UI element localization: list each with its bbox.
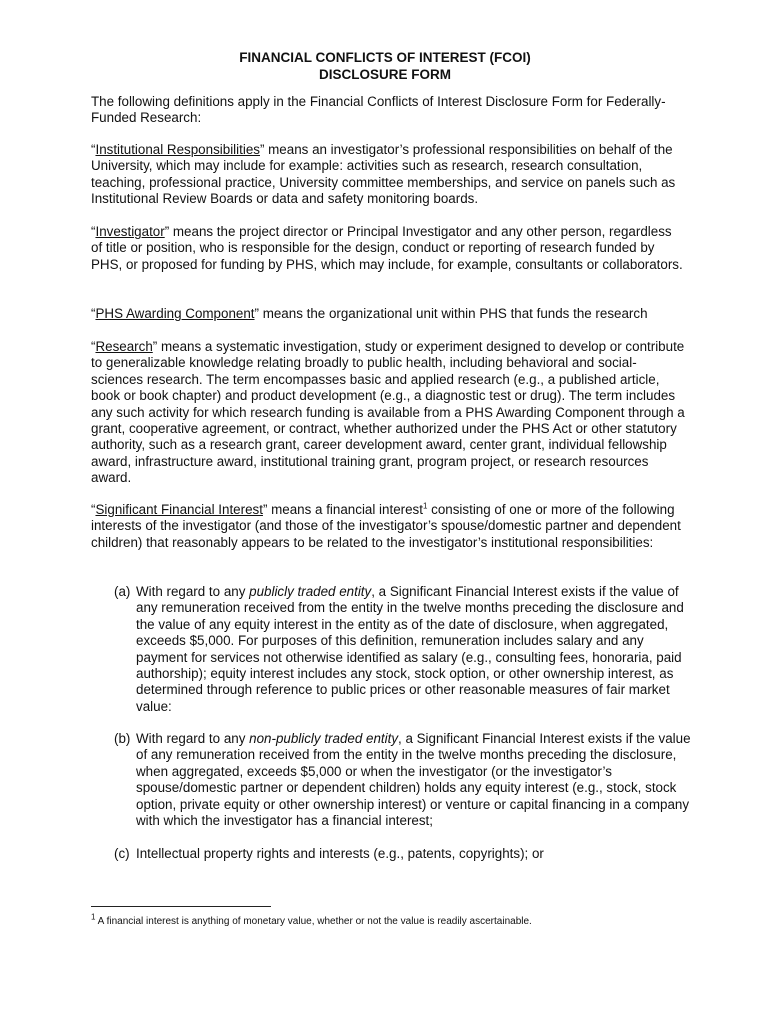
list-item-b bbox=[114, 731, 694, 829]
definition-text: means a systematic investigation, study or experiment designed to develop or contribute to generalizable knowledge relating broadly to public health, including behavioral and social-sciences research. The term encompasses basic and applied research (e.g., a published article, book or book chapter) and product development (e.g., a diagnostic test or drug). The term includes any such activity for which research funding is available from a PHS Awarding Component through a grant, cooperative agreement, or contract, whether authorized under the PHS Act or other statutory authority, such as a research grant, career development award, center grant, individual fellowship award, infrastructure award, institutional training grant, program project, or research resources award. bbox=[91, 339, 685, 486]
footnote-text: A financial interest is anything of monetary value, whether or not the value is readily ascertainable. bbox=[95, 916, 532, 927]
footnote-ref: 1 bbox=[422, 501, 428, 511]
document-title-line-1: FINANCIAL CONFLICTS OF INTEREST (FCOI) bbox=[239, 50, 531, 65]
list-item-text: , a Significant Financial Interest exists if the value of any remuneration received from the entity in the twelve months preceding the disclosure, when aggregated, exceeds $5,000 or when the investigator (or the investigator’s spouse/domestic partner or dependent children) holds any equity interest (e.g., stock, stock option, private equity or other ownership interest) or venture or capital financing in a company with which the investigator has a financial interest; bbox=[136, 731, 691, 829]
list-item-a bbox=[114, 584, 694, 715]
term-phs-awarding-component: PHS Awarding Component bbox=[95, 306, 255, 321]
list-item-label: (c) bbox=[114, 846, 130, 861]
list-item-c bbox=[114, 846, 694, 862]
definition-text: consisting of one or more of the following interests of the investigator (and those of the investigator’s spouse/domestic partner and dependent children) that reasonably appears to be related to the investigator’s institutional responsibilities: bbox=[91, 502, 681, 550]
definition-text: means an investigator’s professional responsibilities on behalf of the University, which may include for example: activities such as research, research consultation, teaching, professional practice, University committee memberships, and service on panels such as Institutional Review Boards or data and safety monitoring boards. bbox=[91, 142, 676, 207]
term-institutional-responsibilities: Institutional Responsibilities bbox=[95, 142, 260, 157]
definition-text: means the project director or Principal Investigator and any other person, regardless of title or position, who is responsible for the design, conduct or reporting of research funded by PHS, or proposed for funding by PHS, which may include, for example, consultants or collaborators. bbox=[91, 224, 683, 272]
term-investigator: Investigator bbox=[95, 224, 165, 239]
term-research: Research bbox=[95, 339, 153, 354]
term-significant-financial-interest: Significant Financial Interest bbox=[95, 502, 263, 517]
definition-phs-awarding-component: “PHS Awarding Component” means the organizational unit within PHS that funds the research bbox=[91, 306, 648, 321]
list-item-label: (a) bbox=[114, 584, 131, 599]
list-item-emphasis: publicly traded entity bbox=[249, 584, 372, 599]
definition-significant-financial-interest: “Significant Financial Interest” means a financial interest$^1$ consisting of one or more of the following interests of the investigator (and those of the investigator’s spouse/domestic partner and dependent children) that reasonably appears to be related to the investigator’s institutional responsibilities: bbox=[91, 501, 681, 550]
list-item-emphasis: non-publicly traded entity bbox=[249, 731, 399, 746]
footnote bbox=[91, 912, 691, 928]
footnote-number: 1 bbox=[91, 912, 96, 922]
list-item-text: , a Significant Financial Interest exists if the value of any remuneration received from the entity in the twelve months preceding the disclosure and the value of any equity interest in the entity as of the date of disclosure, when aggregated, exceeds $5,000. For purposes of this definition, remuneration includes salary and any payment for services not otherwise identified as salary (e.g., consulting fees, honoraria, paid authorship); equity interest includes any stock, stock option, or other ownership interest, as determined through reference to public prices or other reasonable measures of fair market value: bbox=[136, 584, 684, 714]
list-item-label: (b) bbox=[114, 731, 131, 746]
definition-text: means the organizational unit within PHS that funds the research bbox=[258, 306, 648, 321]
list-item-text: Intellectual property rights and interests (e.g., patents, copyrights); or bbox=[136, 846, 544, 861]
definition-text: means a financial interest bbox=[267, 502, 423, 517]
list-item-text: With regard to any bbox=[136, 731, 250, 746]
intro-paragraph: The following definitions apply in the Financial Conflicts of Interest Disclosure Form for Federally-Funded Research: bbox=[91, 94, 666, 126]
definition-research: “Research” means a systematic investigation, study or experiment designed to develop or contribute to generalizable knowledge relating broadly to public health, including behavioral and social-sciences research. The term encompasses basic and applied research (e.g., a published article, book or book chapter) and product development (e.g., a diagnostic test or drug). The term includes any such activity for which research funding is available from a PHS Awarding Component through a grant, cooperative agreement, or contract, whether authorized under the PHS Act or other statutory authority, such as a research grant, career development award, center grant, individual fellowship award, infrastructure award, institutional training grant, program project, or research resources award. bbox=[91, 339, 685, 486]
list-item-text: With regard to any bbox=[136, 584, 250, 599]
footnote-divider bbox=[91, 906, 271, 907]
definition-institutional-responsibilities: “Institutional Responsibilities” means an investigator’s professional responsibilities on behalf of the University, which may include for example: activities such as research, research consultation, teaching, professional practice, University committee memberships, and service on panels such as Institutional Review Boards or data and safety monitoring boards. bbox=[91, 142, 676, 207]
document-title-line-2: DISCLOSURE FORM bbox=[318, 67, 451, 82]
definition-investigator: “Investigator” means the project director or Principal Investigator and any other person, regardless of title or position, who is responsible for the design, conduct or reporting of research funded by PHS, or proposed for funding by PHS, which may include, for example, consultants or collaborators. bbox=[91, 224, 683, 272]
